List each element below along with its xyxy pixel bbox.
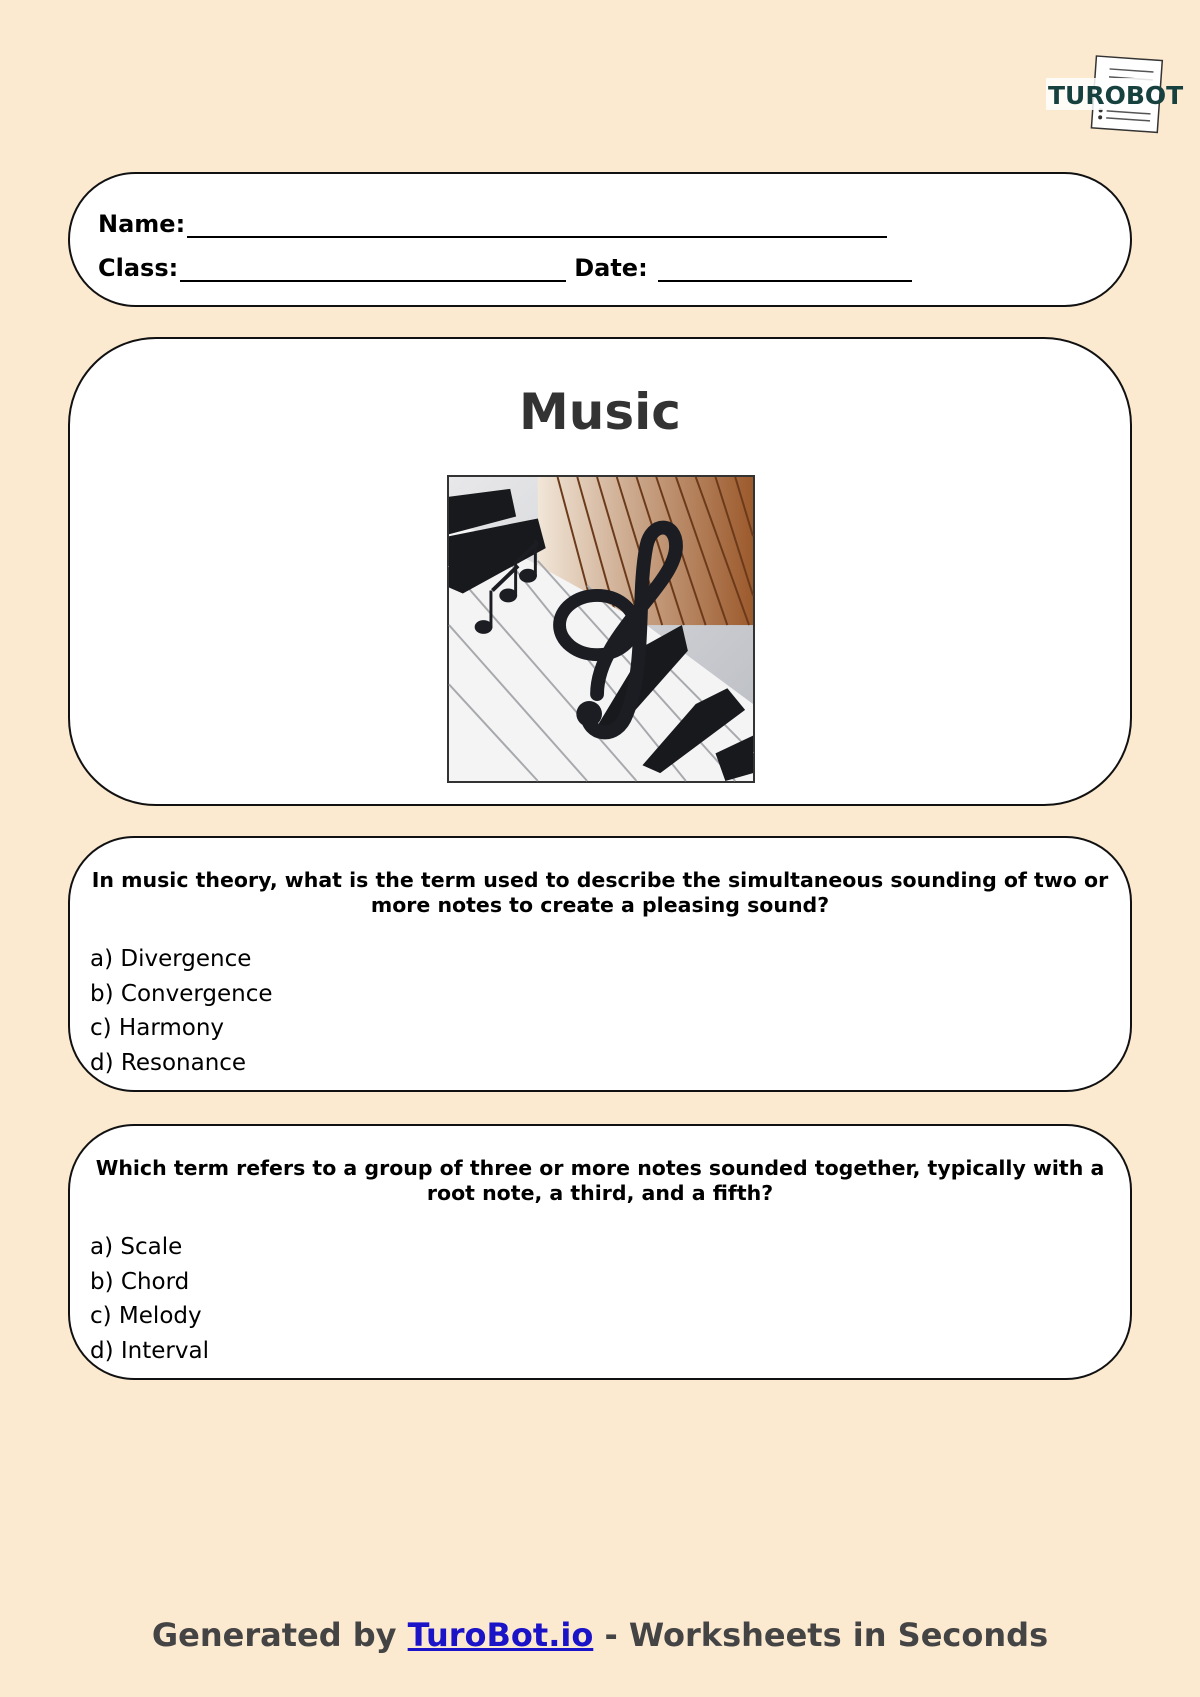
date-label: Date: [574, 254, 648, 282]
turobot-link[interactable]: TuroBot.io [407, 1616, 594, 1654]
option-d[interactable]: d) Resonance [90, 1049, 247, 1076]
class-field[interactable] [180, 258, 566, 282]
footer [0, 1616, 1200, 1654]
class-date-row [98, 254, 912, 282]
options-list [90, 942, 273, 1080]
turobot-logo [1044, 52, 1184, 136]
question-text: In music theory, what is the term used to describe the simultaneous sounding of two or more notes to create a pleasing sound? [91, 868, 1109, 917]
option-b[interactable]: b) Convergence [90, 980, 273, 1007]
worksheet-title: Music [519, 383, 681, 441]
option-c[interactable]: c) Melody [90, 1303, 202, 1329]
name-label: Name: [98, 210, 186, 238]
option-a[interactable]: a) Divergence [90, 946, 252, 972]
option-d[interactable]: d) Interval [90, 1337, 209, 1364]
option-b[interactable]: b) Chord [90, 1268, 190, 1295]
worksheet-papers-icon [1044, 52, 1184, 136]
class-label: Class: [98, 254, 179, 282]
footer-prefix: Generated by [151, 1616, 408, 1654]
name-row [98, 210, 887, 238]
footer-suffix: - Worksheets in Seconds [593, 1616, 1049, 1654]
option-c[interactable]: c) Harmony [90, 1015, 225, 1041]
question-card-1 [68, 836, 1132, 1092]
question-text: Which term refers to a group of three or more notes sounded together, typically with a root note, a third, and a fifth? [95, 1156, 1105, 1205]
name-field[interactable] [187, 214, 887, 238]
option-a[interactable]: a) Scale [90, 1234, 183, 1260]
date-field[interactable] [658, 258, 912, 282]
question-card-2 [68, 1124, 1132, 1380]
svg-text:TUROBOT: TUROBOT [1048, 81, 1184, 110]
treble-clef-piano-keys-image [447, 475, 755, 783]
options-list [90, 1230, 209, 1368]
title-card [68, 337, 1132, 806]
